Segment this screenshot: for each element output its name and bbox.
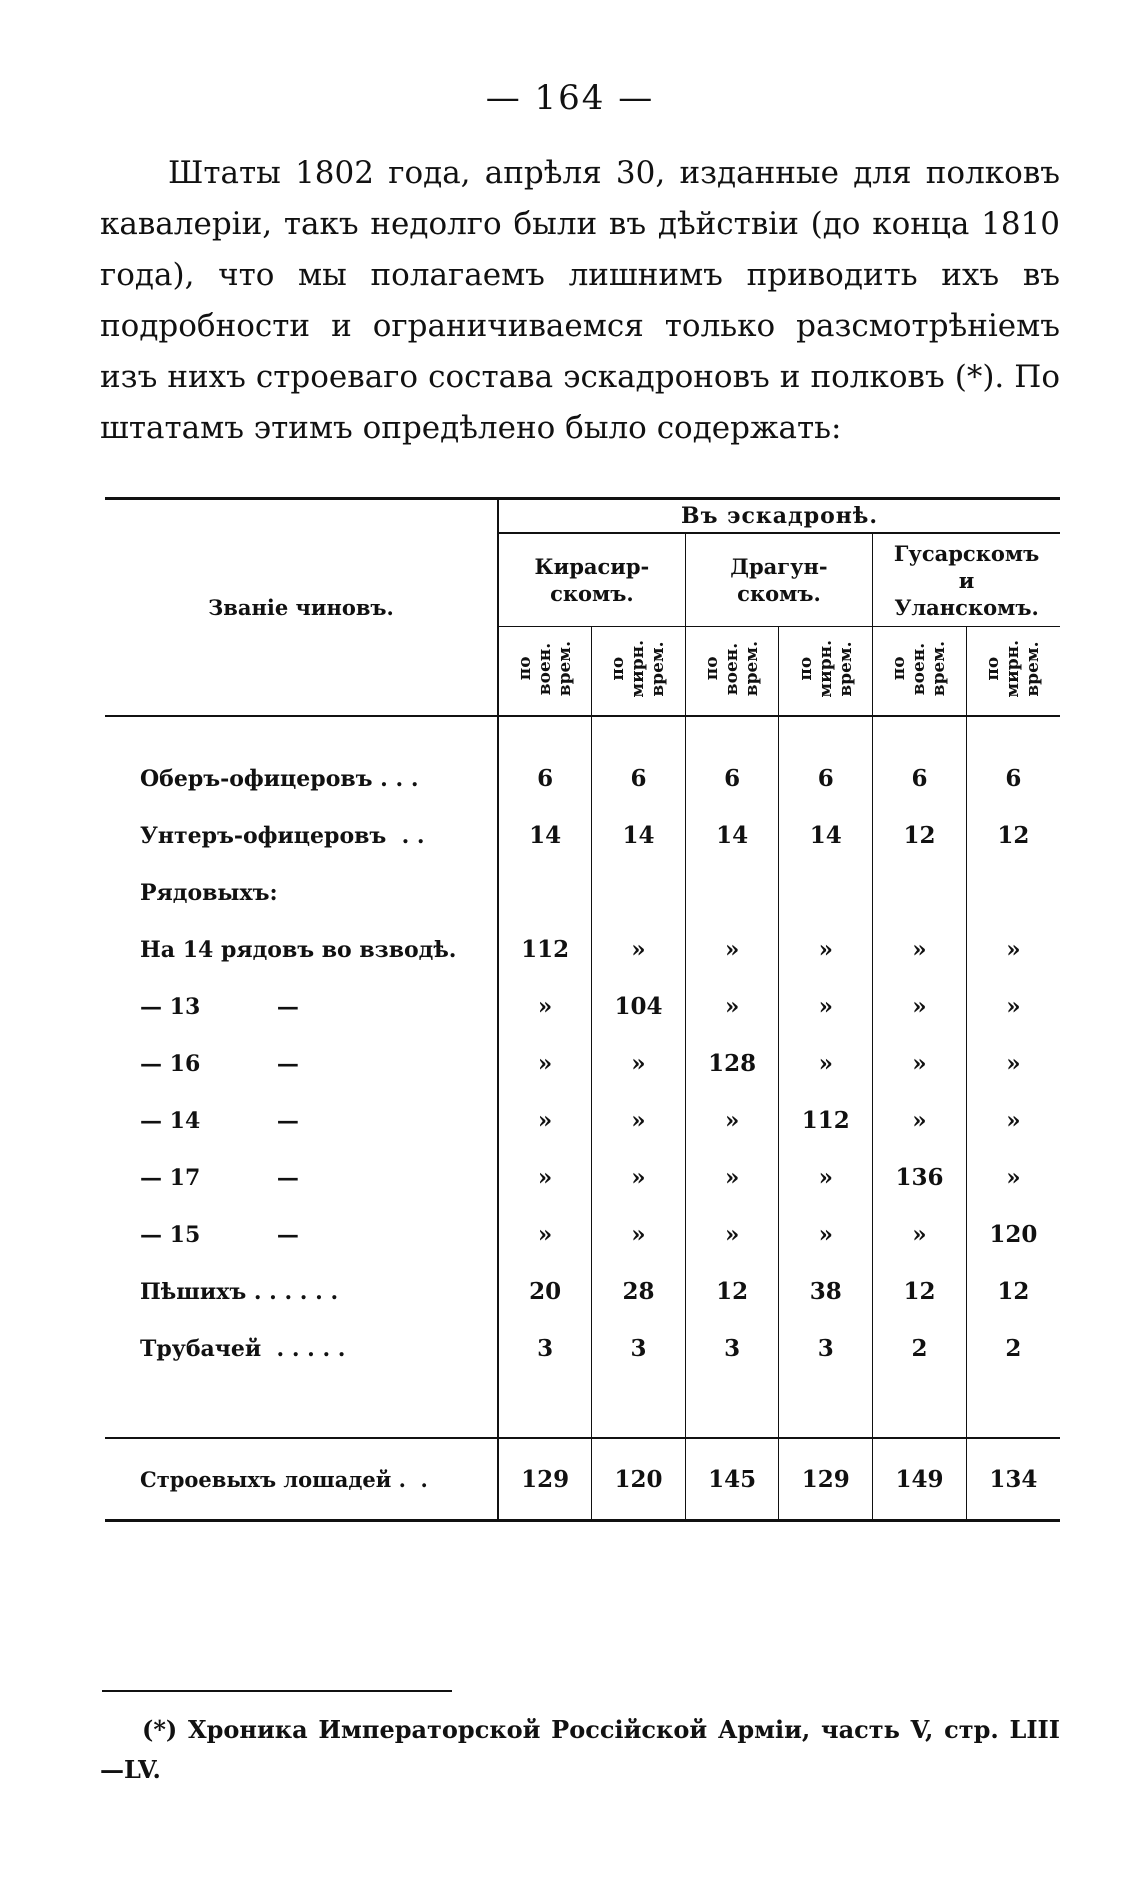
value-cell: » xyxy=(873,1035,967,1092)
value-cell: 6 xyxy=(1005,765,1022,792)
value-cell: 14 xyxy=(498,807,592,864)
value-cell xyxy=(498,864,592,921)
table-row xyxy=(105,1263,1060,1320)
value-cell: » xyxy=(498,1035,592,1092)
value-cell: 104 xyxy=(592,978,686,1035)
table-row xyxy=(105,807,1060,864)
horses-value: 149 xyxy=(873,1438,967,1521)
rank-cell xyxy=(105,716,498,750)
table-row xyxy=(105,978,1060,1035)
value-cell: » xyxy=(685,1092,779,1149)
page-number: — 164 — xyxy=(485,78,655,118)
value-cell: 12 xyxy=(873,1263,967,1320)
value-cell xyxy=(685,864,779,921)
rank-label: — 13 — xyxy=(105,978,498,1035)
squadron-group-header: Въ эскадронѣ. xyxy=(498,499,1060,534)
value-cell: » xyxy=(779,978,873,1035)
value-cell: 2 xyxy=(873,1320,967,1377)
value-cell: 120 xyxy=(989,1221,1038,1248)
table-row xyxy=(105,864,1060,921)
value-cell: 112 xyxy=(779,1092,873,1149)
value-cell: » xyxy=(873,921,967,978)
value-cell: » xyxy=(873,978,967,1035)
value-cell: » xyxy=(1006,1107,1021,1134)
value-cell: » xyxy=(498,978,592,1035)
rank-label: — 15 — xyxy=(105,1206,498,1263)
period-header-text: по воен. врем. xyxy=(515,641,576,697)
period-header xyxy=(779,627,873,717)
hussar-uhlan-header xyxy=(873,533,1060,627)
hussar-uhlan-header-text: Гусарскомъ и Уланскомъ. xyxy=(893,540,1040,620)
value-cell: » xyxy=(592,1206,686,1263)
rank-label: — 16 — xyxy=(105,1035,498,1092)
value-cell: » xyxy=(592,1035,686,1092)
value-cell: » xyxy=(498,1092,592,1149)
value-cell: » xyxy=(779,1206,873,1263)
value-cell: 6 xyxy=(498,750,592,807)
staff-table xyxy=(105,497,1060,1522)
period-header xyxy=(592,627,686,717)
value-cell: 2 xyxy=(1005,1335,1022,1362)
rank-label: Унтеръ-офицеровъ . . xyxy=(105,807,498,864)
rank-column-header: Званіе чиновъ. xyxy=(105,499,498,717)
value-cell: 112 xyxy=(498,921,592,978)
period-header-text: по воен. врем. xyxy=(702,641,763,697)
horses-value: 120 xyxy=(592,1438,686,1521)
value-cell: 14 xyxy=(779,807,873,864)
rank-label: Пѣшихъ . . . . . . xyxy=(105,1263,498,1320)
period-header xyxy=(498,627,592,717)
value-cell: 6 xyxy=(873,750,967,807)
value-cell: » xyxy=(685,978,779,1035)
value-cell: » xyxy=(873,1206,967,1263)
value-cell: » xyxy=(592,1092,686,1149)
dragoon-header xyxy=(685,533,872,627)
cuirassier-header-text: Кирасир- скомъ. xyxy=(534,554,650,606)
value-cell: » xyxy=(685,921,779,978)
rank-label: Рядовыхъ: xyxy=(105,864,498,921)
rank-label: Оберъ-офицеровъ . . . xyxy=(105,750,498,807)
value-cell: » xyxy=(1006,993,1021,1020)
value-cell: » xyxy=(498,1206,592,1263)
rank-cell xyxy=(105,1377,498,1438)
period-header-text: по мирн. врем. xyxy=(983,640,1044,698)
table-header-row-1 xyxy=(105,499,1060,534)
horses-row xyxy=(105,1438,1060,1521)
intro-text: Штаты 1802 года, апрѣля 30, изданные для полковъ кавалеріи, такъ недолго были въ дѣйствіи (до конца 1810 года), что мы полагаемъ лишнимъ приводить ихъ въ подробности и ограничиваемся только разсмотрѣніемъ изъ нихъ строеваго состава эскадроновъ и полковъ (*). По штатамъ этимъ опредѣлено было содержать: xyxy=(100,155,1060,446)
period-header xyxy=(873,627,967,717)
table-row xyxy=(105,921,1060,978)
value-cell: » xyxy=(685,1149,779,1206)
value-cell xyxy=(873,864,967,921)
value-cell: » xyxy=(779,921,873,978)
period-header-text: по воен. врем. xyxy=(889,641,950,697)
value-cell: 136 xyxy=(873,1149,967,1206)
value-cell: 28 xyxy=(592,1263,686,1320)
table-spacer-row xyxy=(105,716,1060,750)
value-cell: 3 xyxy=(685,1320,779,1377)
value-cell: 3 xyxy=(592,1320,686,1377)
table-row xyxy=(105,1035,1060,1092)
period-header xyxy=(966,627,1060,717)
value-cell: 38 xyxy=(779,1263,873,1320)
value-cell: » xyxy=(592,921,686,978)
value-cell: » xyxy=(1006,936,1021,963)
value-cell: » xyxy=(498,1149,592,1206)
staff-table-wrapper xyxy=(105,497,1060,1522)
value-cell: 12 xyxy=(685,1263,779,1320)
footnote-text: (*) Хроника Императорской Россійской Арміи, часть V, стр. LIII—LV. xyxy=(100,1715,1060,1784)
value-cell: 14 xyxy=(592,807,686,864)
intro-paragraph xyxy=(100,148,1060,454)
period-header-text: по мирн. врем. xyxy=(795,640,856,698)
cuirassier-header xyxy=(498,533,685,627)
table-row xyxy=(105,1320,1060,1377)
value-cell: » xyxy=(873,1092,967,1149)
value-cell: » xyxy=(779,1149,873,1206)
table-row xyxy=(105,1092,1060,1149)
value-cell: » xyxy=(1006,1164,1021,1191)
dragoon-header-text: Драгун- скомъ. xyxy=(730,554,828,606)
table-gap-row xyxy=(105,1377,1060,1438)
value-cell: » xyxy=(592,1149,686,1206)
rank-label: Трубачей . . . . . xyxy=(105,1320,498,1377)
value-cell: 3 xyxy=(779,1320,873,1377)
value-cell: 12 xyxy=(873,807,967,864)
horses-value: 129 xyxy=(779,1438,873,1521)
value-cell: » xyxy=(685,1206,779,1263)
value-cell: 6 xyxy=(685,750,779,807)
horses-label: Строевыхъ лошадей . . xyxy=(105,1438,498,1521)
value-cell xyxy=(779,864,873,921)
period-header-text: по мирн. врем. xyxy=(608,640,669,698)
rank-label: — 17 — xyxy=(105,1149,498,1206)
horses-value: 145 xyxy=(685,1438,779,1521)
value-cell: 12 xyxy=(997,822,1030,849)
horses-value: 134 xyxy=(966,1438,1060,1521)
footnote xyxy=(100,1710,1060,1790)
value-cell: 3 xyxy=(498,1320,592,1377)
rank-label: — 14 — xyxy=(105,1092,498,1149)
value-cell: 20 xyxy=(498,1263,592,1320)
value-cell xyxy=(592,864,686,921)
period-header xyxy=(685,627,779,717)
table-row xyxy=(105,1206,1060,1263)
table-row xyxy=(105,1149,1060,1206)
horses-value: 129 xyxy=(498,1438,592,1521)
value-cell xyxy=(966,864,1060,921)
value-cell: 6 xyxy=(592,750,686,807)
rank-label: На 14 рядовъ во взводѣ. xyxy=(105,921,498,978)
value-cell: 6 xyxy=(779,750,873,807)
table-row xyxy=(105,750,1060,807)
value-cell: 128 xyxy=(685,1035,779,1092)
value-cell: 14 xyxy=(685,807,779,864)
footnote-divider xyxy=(102,1690,452,1692)
value-cell: » xyxy=(1006,1050,1021,1077)
value-cell: 12 xyxy=(997,1278,1030,1305)
value-cell: » xyxy=(779,1035,873,1092)
table-body xyxy=(105,750,1060,1377)
